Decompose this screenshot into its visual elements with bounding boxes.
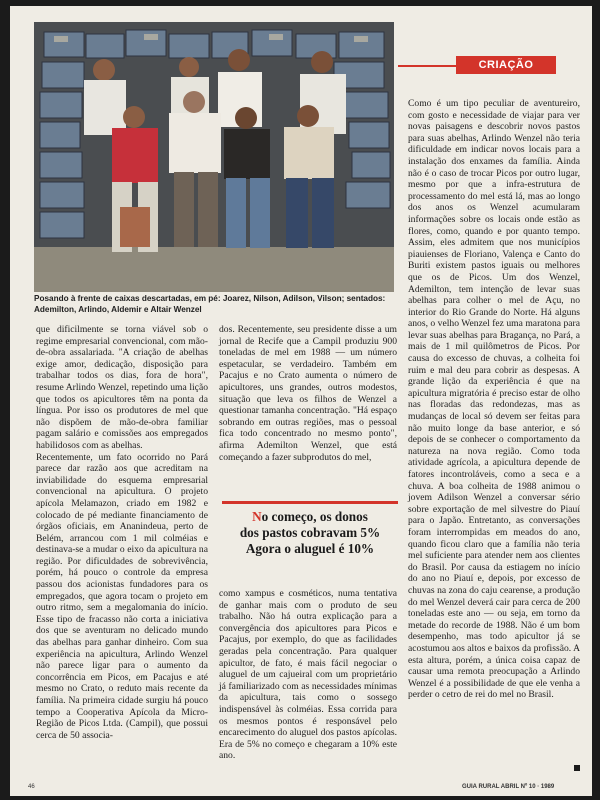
group-photo [34,22,394,292]
article-column-3: Como é um tipo peculiar de aventureiro, com gosto e necessidade de viajar para ver novas paisagens e descobrir novos pastos para suas abelhas, Arlindo Wenzel não teria dificuldade em indicar novos locais para a instalação dos enxames da família. Ainda não é o caso de trocar Picos por outro lugar, mesmo por que a infra-estrutura de processamento do mel está lá, mas ao longo dos anos os Wenzel acumularam informações sobre os locais onde estão as flores, como, quando e por quanto tempo. Assim, eles admitem que nos municípios piauienses de Floriano, Valença e Canto do Buriti existem pastos iguais ou melhores que os de Picos. Um dos Wenzel, Ademilton, tem intenção de levar suas abelhas para colher o mel de Açu, no interior do Rio Grande do Norte. Há alguns anos, o velho Wenzel fez uma maratona para levar suas abelhas para Bragança, no Pará, a mais de 1 mil quilômetros de Picos. Por causa do excesso de chuvas, a colheita foi ruim e mal deu para cobrir as despesas. A grande lição da experiência é que na apicultura migratória é preciso estar de olho nas floradas das redondezas, mas as mudanças de local só devem ser feitas para não muito longe da base anterior, e só depois de se conhecer o comportamento da natureza na nova região. Como toda atividade agrícola, a apicultura depende de fatores incontroláveis, como a seca e a chuva. A boa colheita de 1988 animou o jovem Adilson Wenzel a conversar sério sobre exportação de mel silvestre do Piauí para o Japão. Entretanto, as conversações foram interrompidas em meados do ano, quando ficou claro que a família não teria mel suficiente para atender nem aos clientes do Brasil. Por causa da estiagem no início do ano no Piauí e, depois, por excesso de chuvas na zona do caju cearense, a produção do mel Wenzel deverá cair para cerca de 200 toneladas este ano — ou seja, em torno da metade do recorde de 1988. Não é um bom desempenho, mas todo apicultor já se acostumou aos altos e baixos da profissão. A esta altura, porém, a única coisa capaz de causar uma remota preocupação a Arlindo Wenzel é a possibilidade de que ele venha a perder o cetro de rei do mel no Brasil. [408,98,580,701]
pull-quote-line-2: dos pastos cobravam 5% [239,525,381,540]
pull-quote-text [224,509,396,557]
pull-quote-line-3: Agora o aluguel é 10% [245,541,375,556]
section-rule [398,65,456,67]
pull-quote-line-1: o começo, os donos [261,509,368,524]
page-number: 46 [28,784,35,790]
article-column-2-bottom: como xampus e cosméticos, numa tentativa de ganhar mais com o produto de seu trabalho. Não há outra explicação para a convergência dos apicultores para Picos e Pacajus, por exemplo, do que as facilidades geradas pela concentração. Para qualquer apicultor, de fato, é mais fácil negociar o aluguel de um cajueiral com um proprietário já familiarizado com as necessidades mínimas da apicultura, tais como o sossego indispensável às colméias. Essa corrida para os mesmos pontos é responsável pelo encarecimento do aluguel dos pastos apícolas. Era de 5% no começo e chegaram a 10% este ano. [219,588,397,762]
article-column-1: que dificilmente se torna viável sob o regime empresarial convencional, com mão-de-obra assalariada. "A criação de abelhas exige amor, dedicação, disposição para trabalhar todos os dias, fora de hora", resume Arlindo Wenzel, repetindo uma lição que todos os apicultores têm na ponta da língua. Por isso os produtores de mel que não dispõem de mão-de-obra familiar pagam salário e comissões aos empregados habilidosos com as abelhas. Recentemente, um fato ocorrido no Pará parece dar razão aos que acreditam na inviabilidade do esquema empresarial convencional na apicultura. O projeto apícola Melamazon, criado em 1982 e colocado de pé mediante financiamento de órgãos oficiais, em Ananindeua, perto de Belém, arrancou com 1 mil colméias e destinava-se a mudar o eixo da apicultura na região. Por dificuldades de sobrevivência, porém, há pouco o controle da empresa passou dos acionistas fundadores para os empregados, que agora tocam o projeto em outro ritmo, sem a megalomania do início. Esse tipo de fracasso não corta a iniciativa dos que se aventuram no delicado mundo das abelhas para ganhar dinheiro. Com sua experiência na apicultura, Arlindo Wenzel não parece ligar para o aumento da concorrência em Picos, em Pacajus e até mesmo no Crato, o reduto mais recente da família. Na primeira cidade surgiu há pouco tempo a Cooperativa Apícola da Micro-Região de Picos Ltda. (Campil), que possui cerca de 50 associa- [36,324,208,741]
photo-illustration [34,22,394,292]
section-tag: CRIAÇÃO [456,56,556,74]
publication-footer [462,784,554,790]
pull-quote-initial: N [252,509,262,524]
photo-caption: Posando à frente de caixas descartadas, em pé: Joarez, Nilson, Adilson, Vilson; sentados: Ademilton, Arlindo, Aldemir e Altair Wenzel [34,294,386,314]
issue-number: Nº 10 · 1989 [520,784,555,790]
pull-quote-rule [222,501,398,504]
pull-quote [222,501,398,581]
end-of-article-mark [574,765,580,771]
publication-name: GUIA RURAL ABRIL [462,784,519,790]
article-column-2-top: dos. Recentemente, seu presidente disse a um jornal de Recife que a Campil produziu 900 toneladas de mel em 1988 — um número espetacular, se verdadeiro. Também em Pacajus e no Crato aumenta o número de apicultores, uns grandes, outros modestos, situação que leva os filhos de Wenzel a questionar tamanha concentração. "Há espaço sobrando em outras regiões, mas o pessoal fica todo concentrado no mesmo ponto", afirma Ademilton Wenzel, que está começando a fazer subprodutos do mel, [219,324,397,463]
magazine-page [10,6,592,796]
